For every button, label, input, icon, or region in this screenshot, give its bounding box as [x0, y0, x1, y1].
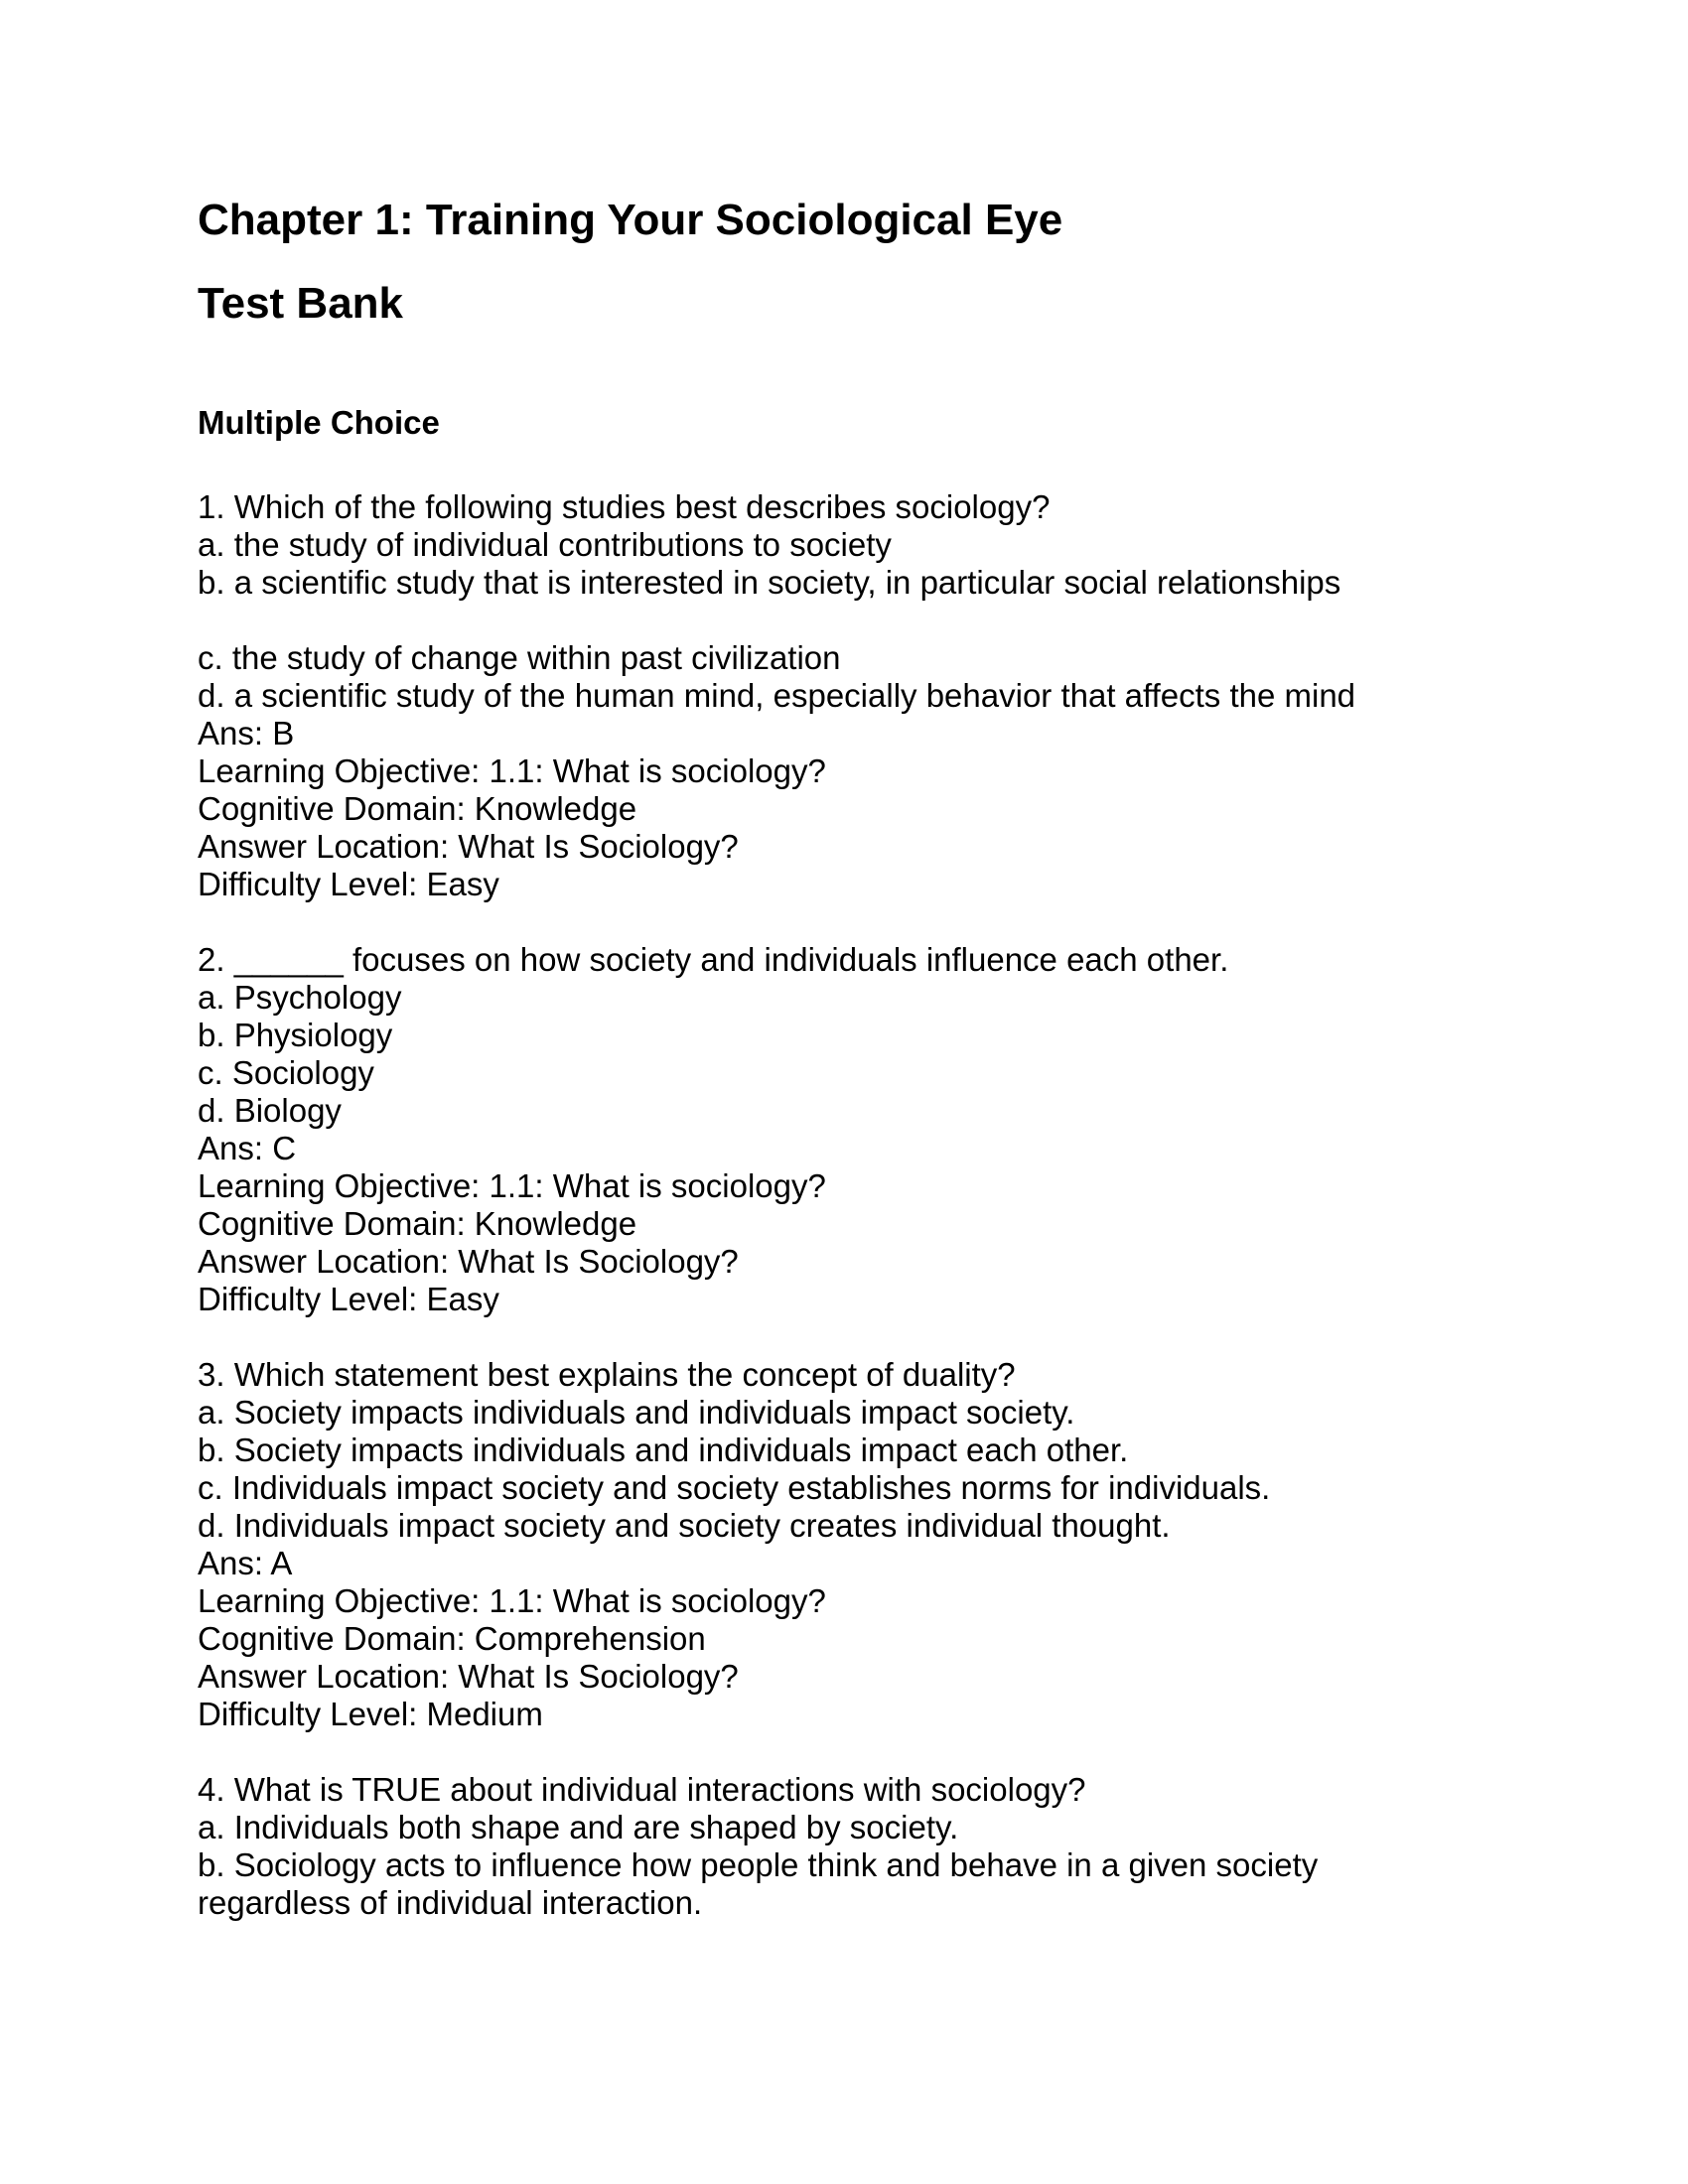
learning-objective: Learning Objective: 1.1: What is sociology?	[198, 752, 826, 789]
questions	[198, 488, 1369, 1922]
option-d: d. a scientific study of the human mind, especially behavior that affects the mind	[198, 677, 1356, 714]
cognitive-domain: Cognitive Domain: Knowledge	[198, 1205, 637, 1242]
difficulty-level: Difficulty Level: Easy	[198, 1281, 499, 1317]
option-c: c. the study of change within past civilization	[198, 639, 841, 676]
option-b: b. Sociology acts to influence how people think and behave in a given society regardless of individual interaction.	[198, 1846, 1319, 1921]
test-bank-heading: Test Bank	[198, 279, 404, 328]
option-a: a. Society impacts individuals and individuals impact society.	[198, 1394, 1075, 1431]
answer-location: Answer Location: What Is Sociology?	[198, 828, 739, 865]
option-d: d. Biology	[198, 1092, 342, 1129]
chapter-title: Chapter 1: Training Your Sociological Eye	[198, 196, 1063, 244]
answer: Ans: A	[198, 1545, 293, 1581]
option-a: a. Psychology	[198, 979, 402, 1016]
option-a: a. the study of individual contributions to society	[198, 526, 892, 563]
question-3	[198, 1356, 1369, 1733]
answer: Ans: B	[198, 715, 295, 751]
cognitive-domain: Cognitive Domain: Comprehension	[198, 1620, 706, 1657]
option-c: c. Individuals impact society and society establishes norms for individuals.	[198, 1469, 1271, 1506]
option-c: c. Sociology	[198, 1054, 374, 1091]
question-stem: 1. Which of the following studies best describes sociology?	[198, 488, 1051, 525]
difficulty-level: Difficulty Level: Medium	[198, 1696, 543, 1732]
learning-objective: Learning Objective: 1.1: What is sociology?	[198, 1582, 826, 1619]
option-b: b. Society impacts individuals and individuals impact each other.	[198, 1432, 1129, 1468]
question-4	[198, 1771, 1369, 1922]
option-b: b. a scientific study that is interested in society, in particular social relationships	[198, 564, 1341, 601]
difficulty-level: Difficulty Level: Easy	[198, 866, 499, 902]
answer-location: Answer Location: What Is Sociology?	[198, 1243, 739, 1280]
answer: Ans: C	[198, 1130, 297, 1166]
question-stem: 3. Which statement best explains the concept of duality?	[198, 1356, 1016, 1393]
option-a: a. Individuals both shape and are shaped by society.	[198, 1809, 959, 1845]
question-stem: 4. What is TRUE about individual interactions with sociology?	[198, 1771, 1086, 1808]
question-2	[198, 941, 1369, 1318]
option-d: d. Individuals impact society and society creates individual thought.	[198, 1507, 1171, 1544]
option-b: b. Physiology	[198, 1017, 393, 1053]
question-1	[198, 488, 1369, 903]
question-stem: 2. ______ focuses on how society and individuals influence each other.	[198, 941, 1229, 978]
cognitive-domain: Cognitive Domain: Knowledge	[198, 790, 637, 827]
answer-location: Answer Location: What Is Sociology?	[198, 1658, 739, 1695]
learning-objective: Learning Objective: 1.1: What is sociology?	[198, 1167, 826, 1204]
section-heading: Multiple Choice	[198, 404, 440, 441]
